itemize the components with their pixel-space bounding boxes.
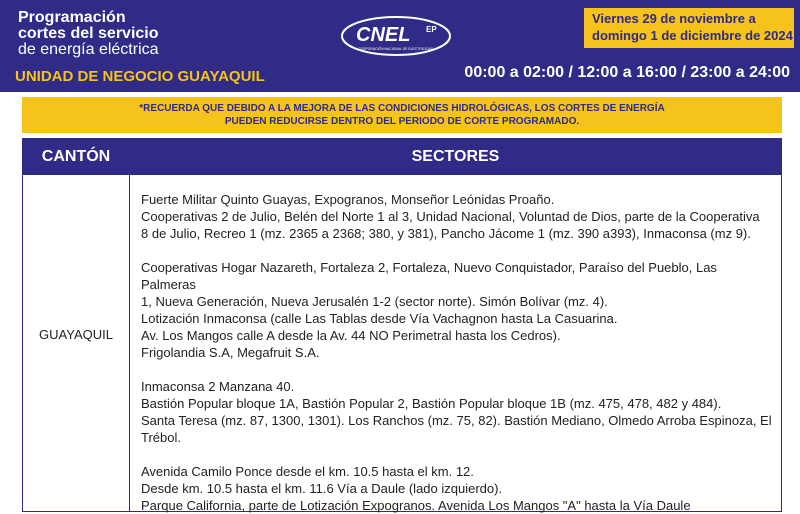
date-line-2: domingo 1 de diciembre de 2024 [592,28,793,43]
sector-spacer [141,242,773,259]
sectores-cell [141,191,773,514]
sector-line: 1, Nueva Generación, Nueva Jerusalén 1-2 (sector norte). Simón Bolívar (mz. 4). [141,294,608,309]
sector-line: Cooperativas 2 de Julio, Belén del Norte 1 al 3, Unidad Nacional, Voluntad de Dios, parte de la Cooperativa [141,209,760,224]
logo-wordmark: CNEL [356,24,411,46]
logo-suffix: EP [426,25,437,34]
notice-line-1: *RECUERDA QUE DEBIDO A LA MEJORA DE LAS CONDICIONES HIDROLÓGICAS, LOS CORTES DE ENERGÍA [139,103,665,114]
sector-line: Santa Teresa (mz. 87, 1300, 1301). Los Ranchos (mz. 75, 82). Bastión Mediano, Olmedo Arroba Espinoza, El [141,413,772,428]
business-unit-label: UNIDAD DE NEGOCIO GUAYAQUIL [15,68,265,85]
date-range-box [584,8,794,48]
sector-spacer [141,446,773,463]
outage-table [22,138,782,512]
schedule-title [18,10,159,58]
column-divider [129,139,130,511]
cnel-logo [336,14,456,58]
notice-line-2: PUEDEN REDUCIRSE DENTRO DEL PERIODO DE CORTE PROGRAMADO. [224,116,580,127]
sector-line: Avenida Camilo Ponce desde el km. 10.5 hasta el km. 12. [141,464,474,479]
canton-cell: GUAYAQUIL [39,327,113,342]
logo-subtitle: CORPORACIÓN NACIONAL DE ELECTRICIDAD [358,47,434,51]
sector-line: Bastión Popular bloque 1A, Bastión Popular 2, Bastión Popular bloque 1B (mz. 475, 478, 482 y 484). [141,396,722,411]
column-header-sectores: SECTORES [130,139,781,175]
sector-line: Parque California, parte de Lotización Expogranos. Avenida Los Mangos "A" hasta la Vía Daule [141,498,691,513]
notice-banner [22,97,782,133]
sector-spacer [141,361,773,378]
sector-line: Av. Los Mangos calle A desde la Av. 44 NO Perimetral hasta los Cedros). [141,328,561,343]
header-banner [0,0,800,92]
sector-line: Frigolandia S.A, Megafruit S.A. [141,345,320,360]
sector-line: Inmaconsa 2 Manzana 40. [141,379,295,394]
sector-line: Fuerte Militar Quinto Guayas, Expogranos, Monseñor Leónidas Proaño. [141,192,555,207]
date-line-1: Viernes 29 de noviembre a [592,11,756,26]
sector-line: Desde km. 10.5 hasta el km. 11.6 Vía a Daule (lado izquierdo). [141,481,503,496]
title-line-2: cortes del servicio [18,25,159,42]
title-line-1: Programación [18,9,126,26]
column-header-canton: CANTÓN [23,139,129,175]
sector-line: Trébol. [141,430,181,445]
sector-line: Cooperativas Hogar Nazareth, Fortaleza 2, Fortaleza, Nuevo Conquistador, Paraíso del Pueblo, Las Palmeras [141,260,717,292]
sector-line: Lotización Inmaconsa (calle Las Tablas desde Vía Vachagnon hasta La Casuarina. [141,311,618,326]
sector-line: 8 de Julio, Recreo 1 (mz. 2365 a 2368; 380, y 381), Pancho Jácome 1 (mz. 390 a393), Inmaconsa (mz 9). [141,226,751,241]
title-line-3: de energía eléctrica [18,41,159,58]
outage-hours: 00:00 a 02:00 / 12:00 a 16:00 / 23:00 a 24:00 [464,64,790,81]
